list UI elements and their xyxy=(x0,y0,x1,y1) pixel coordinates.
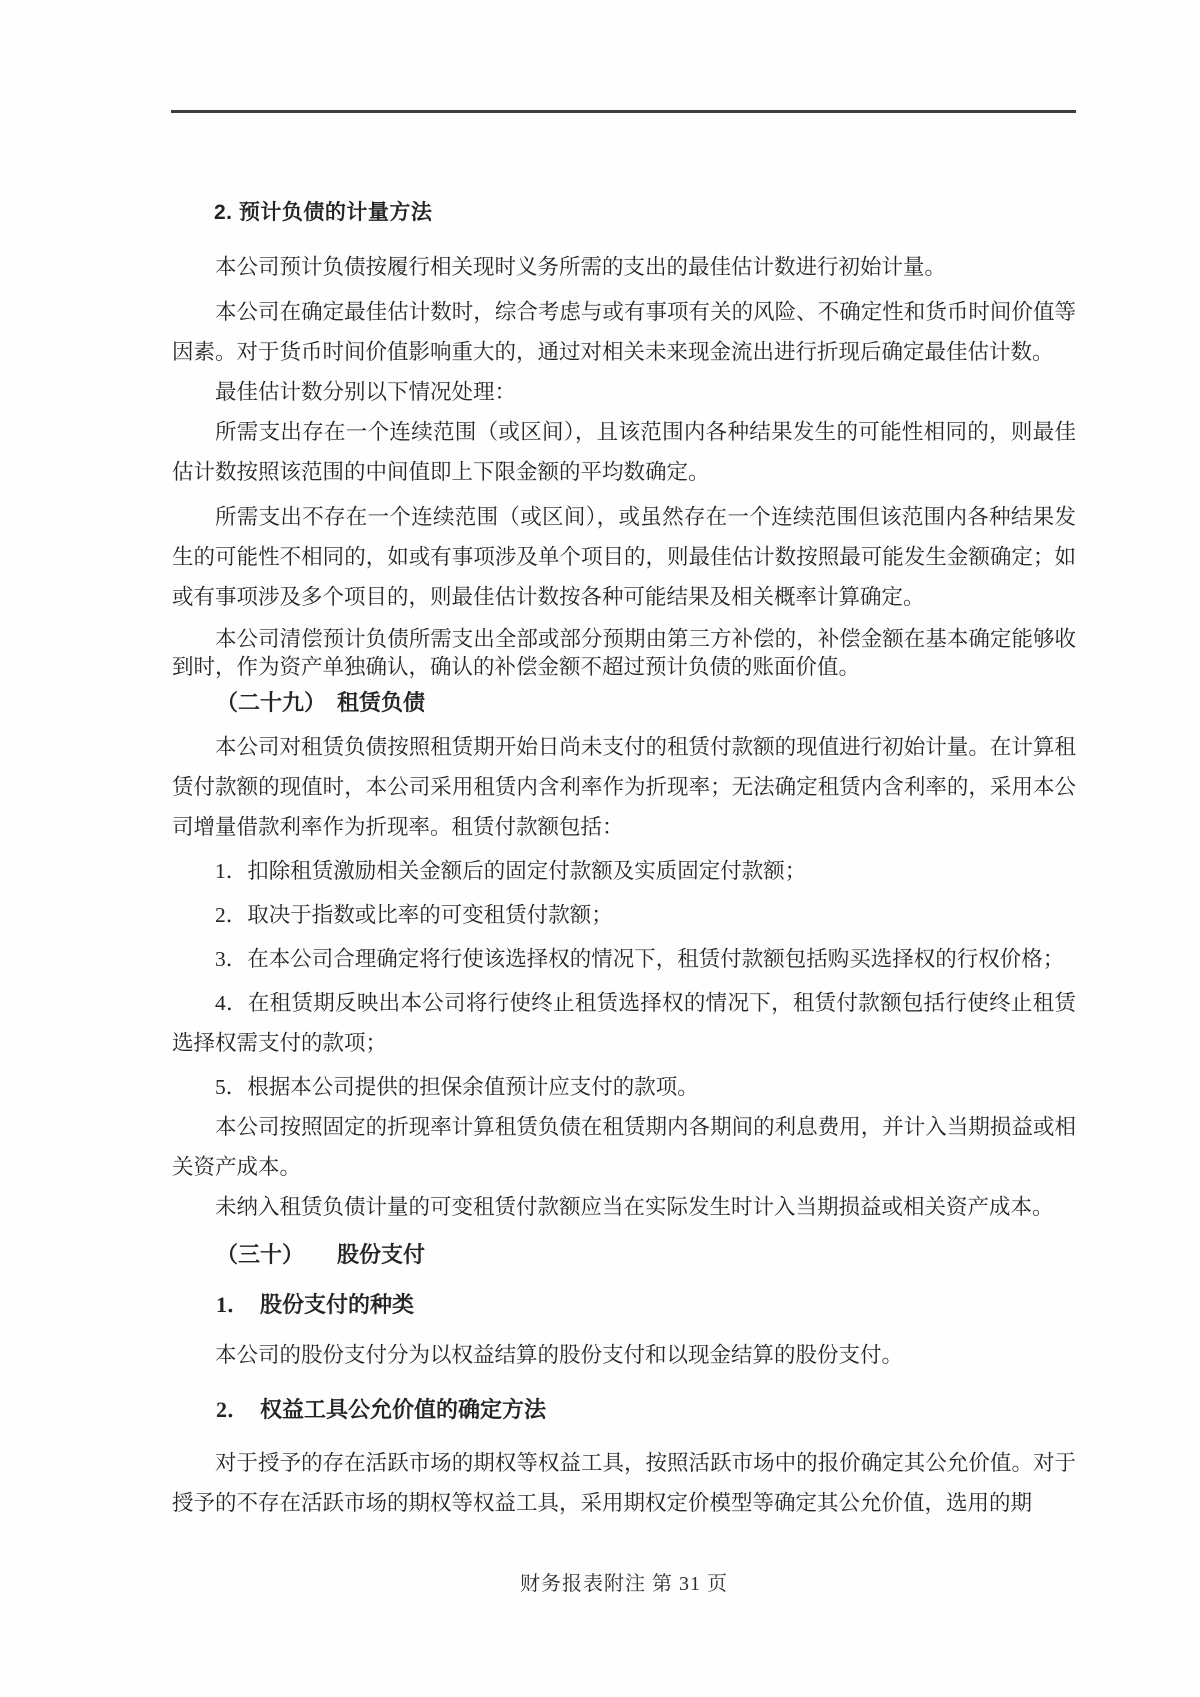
paragraph-third-party-compensation: 本公司清偿预计负债所需支出全部或部分预期由第三方补偿的，补偿金额在基本确定能够收到时，作为资产单独确认，确认的补偿金额不超过预计负债的账面价值。 xyxy=(172,627,1076,679)
list-item-lease-payment-3: 3．在本公司合理确定将行使该选择权的情况下，租赁付款额包括购买选择权的行权价格； xyxy=(215,947,1065,971)
paragraph-lease-liability-initial-measurement: 本公司对租赁负债按照租赁期开始日尚未支付的租赁付款额的现值进行初始计量。在计算租赁付款额的现值时，本公司采用租赁内含利率作为折现率；无法确定租赁内含利率的，采用本公司增量借款利率作为折现率。租赁付款额包括： xyxy=(172,735,1076,839)
paragraph-lease-interest-expense: 本公司按照固定的折现率计算租赁负债在租赁期内各期间的利息费用，并计入当期损益或相关资产成本。 xyxy=(172,1115,1076,1179)
paragraph-variable-lease-payments: 未纳入租赁负债计量的可变租赁付款额应当在实际发生时计入当期损益或相关资产成本。 xyxy=(215,1195,1054,1219)
list-item-lease-payment-4: 4．在租赁期反映出本公司将行使终止租赁选择权的情况下，租赁付款额包括行使终止租赁选择权需支付的款项； xyxy=(172,991,1076,1055)
heading-equity-instrument-fair-value: 2． 权益工具公允价值的确定方法 xyxy=(216,1397,547,1422)
paragraph-best-estimate-factors: 本公司在确定最佳估计数时，综合考虑与或有事项有关的风险、不确定性和货币时间价值等因素。对于货币时间价值影响重大的，通过对相关未来现金流出进行折现后确定最佳估计数。 xyxy=(172,300,1076,364)
paragraph-continuous-range-case: 所需支出存在一个连续范围（或区间），且该范围内各种结果发生的可能性相同的，则最佳估计数按照该范围的中间值即上下限金额的平均数确定。 xyxy=(172,420,1076,484)
header-rule xyxy=(171,110,1076,113)
heading-provision-measurement-method: 2. 预计负债的计量方法 xyxy=(214,201,433,224)
paragraph-best-estimate-cases-intro: 最佳估计数分别以下情况处理： xyxy=(215,380,517,404)
paragraph-fair-value-determination: 对于授予的存在活跃市场的期权等权益工具，按照活跃市场中的报价确定其公允价值。对于授予的不存在活跃市场的期权等权益工具，采用期权定价模型等确定其公允价值，选用的期 xyxy=(172,1451,1076,1515)
paragraph-share-payment-classification: 本公司的股份支付分为以权益结算的股份支付和以现金结算的股份支付。 xyxy=(215,1343,904,1367)
heading-share-payment-types: 1． 股份支付的种类 xyxy=(216,1292,415,1317)
heading-section-30-share-based-payment: （三十） 股份支付 xyxy=(216,1242,426,1267)
paragraph-non-continuous-range-case: 所需支出不存在一个连续范围（或区间），或虽然存在一个连续范围但该范围内各种结果发生的可能性不相同的，如或有事项涉及单个项目的，则最佳估计数按照最可能发生金额确定；如或有事项涉及多个项目的，则最佳估计数按各种可能结果及相关概率计算确定。 xyxy=(172,505,1076,609)
heading-section-29-lease-liabilities: （二十九） 租赁负债 xyxy=(216,690,426,715)
list-item-lease-payment-1: 1．扣除租赁激励相关金额后的固定付款额及实质固定付款额； xyxy=(215,859,807,883)
list-item-lease-payment-5: 5．根据本公司提供的担保余值预计应支付的款项。 xyxy=(215,1075,699,1099)
paragraph-provision-initial-measurement: 本公司预计负债按履行相关现时义务所需的支出的最佳估计数进行初始计量。 xyxy=(215,255,947,279)
page-content xyxy=(172,0,1076,1599)
list-item-lease-payment-2: 2．取决于指数或比率的可变租赁付款额； xyxy=(215,903,613,927)
page-footer: 财务报表附注 第 31 页 xyxy=(520,1573,728,1595)
